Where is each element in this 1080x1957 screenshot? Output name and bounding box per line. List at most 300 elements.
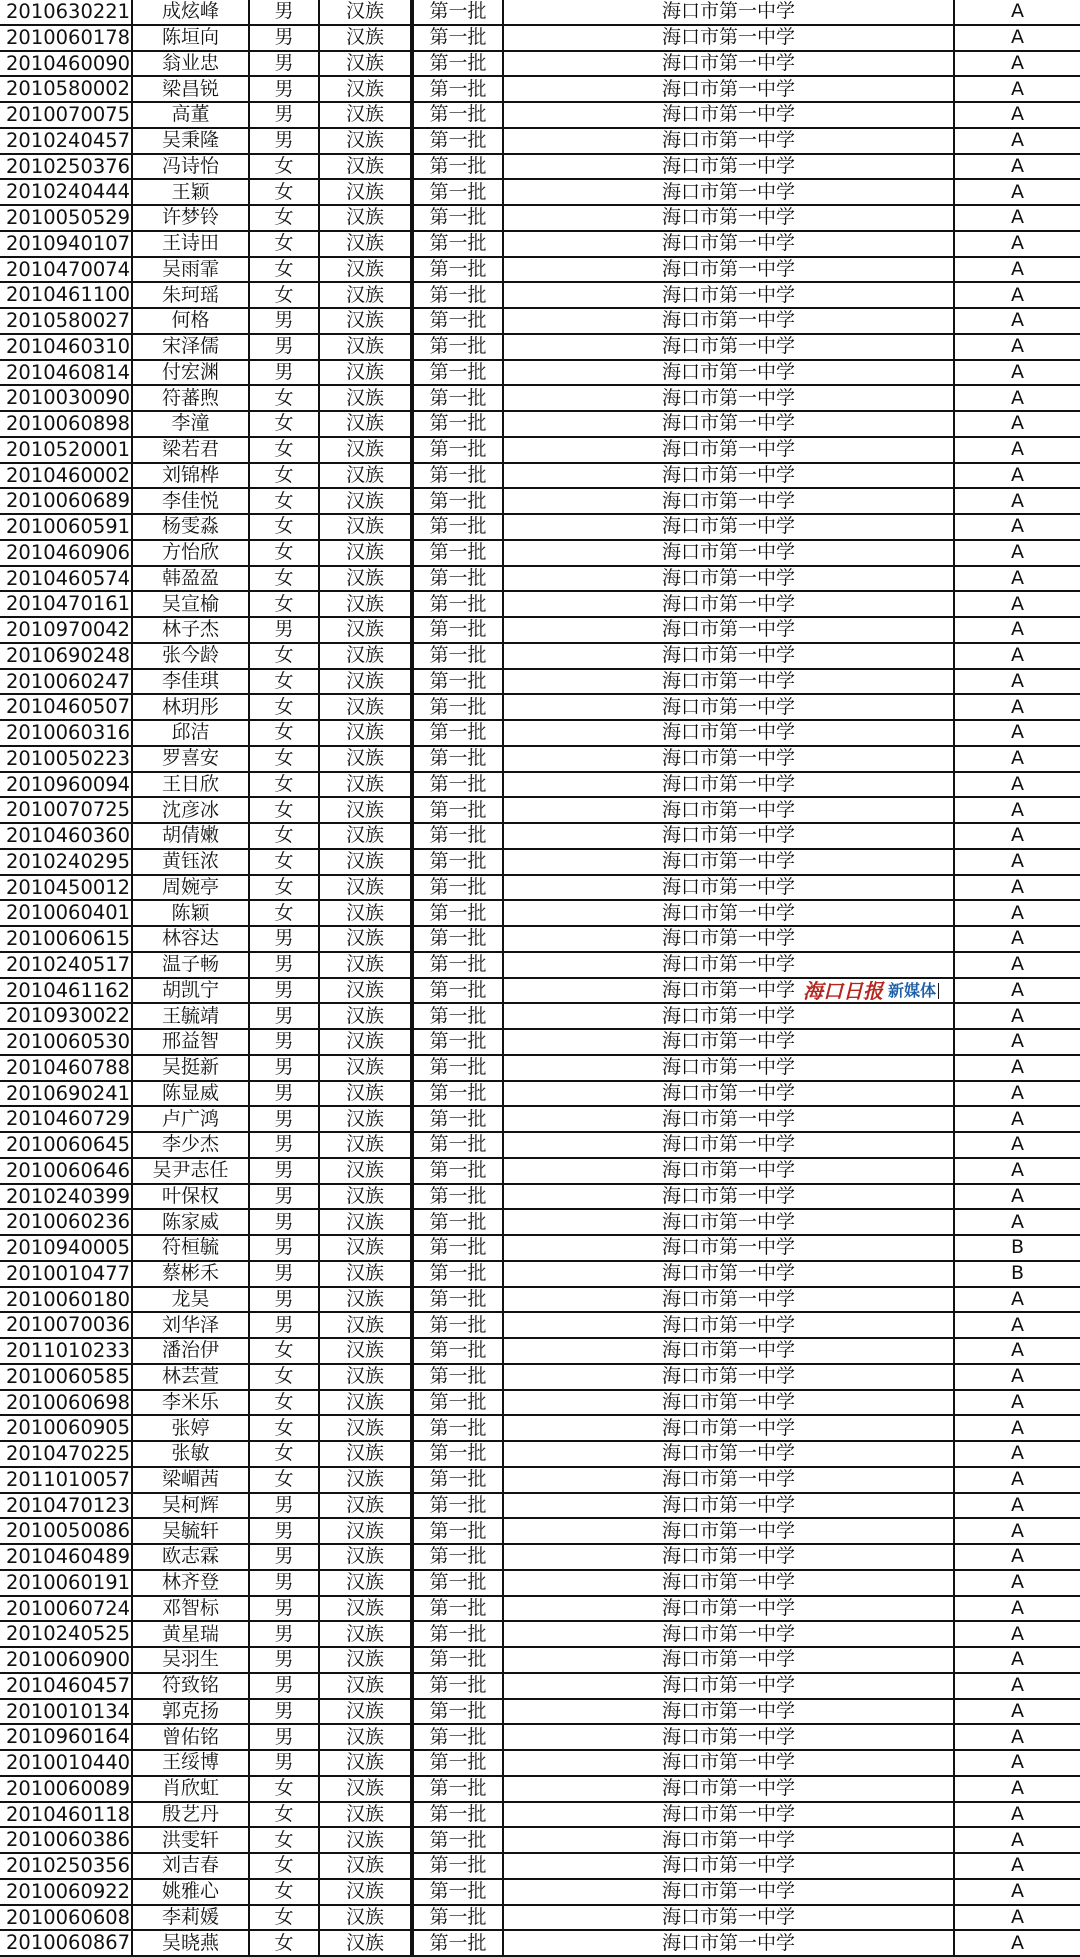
cell-grade: A [1011,1802,1024,1825]
cell-ethnicity: 汉族 [320,0,412,24]
table-row [0,1854,1080,1880]
cell-id: 2010461100 [0,283,133,307]
cell-ethnicity: 汉族 [320,1262,412,1286]
cell-school: 海口市第一中学 [504,541,955,565]
cell-grade: A [1011,1880,1024,1903]
cell-id: 2010690248 [0,644,133,668]
cell-name: 翁业忠 [133,52,250,76]
cell-ethnicity: 汉族 [320,1725,412,1749]
cell-ethnicity: 汉族 [320,618,412,642]
cell-batch: 第一批 [412,361,504,385]
table-row [0,155,1080,181]
cell-ethnicity: 汉族 [320,1365,412,1389]
cell-batch: 第一批 [412,1236,504,1260]
cell-ethnicity: 汉族 [320,567,412,591]
cell-name: 洪雯轩 [133,1828,250,1852]
cell-id: 2010460814 [0,361,133,385]
cell-name: 杨雯淼 [133,515,250,539]
table-row [0,206,1080,232]
cell-ethnicity: 汉族 [320,180,412,204]
table-row [0,695,1080,721]
cell-gender: 女 [250,1416,320,1440]
cell-gender: 男 [250,103,320,127]
cell-grade: A [1011,1905,1024,1928]
cell-grade: A [1011,283,1024,306]
cell-school: 海口市第一中学 [504,1622,955,1646]
table-row [0,876,1080,902]
cell-id: 2010060689 [0,489,133,513]
cell-id: 2011010233 [0,1339,133,1363]
table-row [0,0,1080,26]
cell-gender: 女 [250,695,320,719]
cell-grade: A [1011,1004,1024,1027]
table-row [0,1777,1080,1803]
table-row [0,618,1080,644]
cell-ethnicity: 汉族 [320,1828,412,1852]
table-row [0,1133,1080,1159]
cell-id: 2010470161 [0,592,133,616]
cell-name: 李莉媛 [133,1906,250,1930]
cell-batch: 第一批 [412,1597,504,1621]
cell-batch: 第一批 [412,1674,504,1698]
cell-name: 温子畅 [133,953,250,977]
cell-school: 海口市第一中学 [504,77,955,101]
cell-gender: 男 [250,1674,320,1698]
table-row [0,386,1080,412]
cell-grade: A [1011,129,1024,152]
cell-school: 海口市第一中学 [504,773,955,797]
cell-gender: 男 [250,1597,320,1621]
cell-id: 2010461162 [0,979,133,1003]
cell-ethnicity: 汉族 [320,489,412,513]
table-row [0,180,1080,206]
cell-school: 海口市第一中学 [504,438,955,462]
cell-ethnicity: 汉族 [320,1803,412,1827]
cell-school: 海口市第一中学 [504,953,955,977]
cell-ethnicity: 汉族 [320,721,412,745]
cell-batch: 第一批 [412,515,504,539]
cell-id: 2010060316 [0,721,133,745]
table-row [0,592,1080,618]
cell-gender: 男 [250,953,320,977]
table-row [0,1236,1080,1262]
cell-grade: A [1011,1493,1024,1516]
cell-name: 陈颖 [133,901,250,925]
cell-id: 2010240295 [0,850,133,874]
cell-batch: 第一批 [412,541,504,565]
table-row [0,721,1080,747]
cell-name: 冯诗怡 [133,155,250,179]
cell-school: 海口市第一中学 [504,1828,955,1852]
cell-school: 海口市第一中学 [504,309,955,333]
cell-id: 2010240457 [0,129,133,153]
cell-id: 2010060900 [0,1648,133,1672]
cell-gender: 女 [250,876,320,900]
cell-grade: A [1011,875,1024,898]
cell-gender: 女 [250,489,320,513]
cell-grade: A [1011,1725,1024,1748]
cell-name: 梁若君 [133,438,250,462]
cell-grade: A [1011,1107,1024,1130]
cell-ethnicity: 汉族 [320,232,412,256]
cell-gender: 女 [250,1854,320,1878]
cell-school: 海口市第一中学 [504,592,955,616]
cell-id: 2010060247 [0,670,133,694]
watermark [803,980,939,1002]
cell-ethnicity: 汉族 [320,1288,412,1312]
cell-id: 2010070075 [0,103,133,127]
cell-gender: 女 [250,773,320,797]
cell-grade: A [1011,592,1024,615]
cell-ethnicity: 汉族 [320,1107,412,1131]
cell-batch: 第一批 [412,1751,504,1775]
cell-grade: A [1011,695,1024,718]
cell-school: 海口市第一中学 [504,1004,955,1028]
cell-name: 卢广鸿 [133,1107,250,1131]
cell-grade: A [1011,463,1024,486]
cell-batch: 第一批 [412,695,504,719]
cell-batch: 第一批 [412,283,504,307]
cell-ethnicity: 汉族 [320,361,412,385]
cell-batch: 第一批 [412,1365,504,1389]
cell-name: 符桓毓 [133,1236,250,1260]
watermark-text: 新媒体 [888,983,939,999]
cell-name: 李佳琪 [133,670,250,694]
cell-name: 何格 [133,309,250,333]
cell-grade: A [1011,154,1024,177]
cell-school: 海口市第一中学 [504,876,955,900]
cell-gender: 女 [250,180,320,204]
table-row [0,773,1080,799]
cell-batch: 第一批 [412,1725,504,1749]
table-row [0,335,1080,361]
cell-grade: A [1011,1442,1024,1465]
cell-id: 2010060646 [0,1159,133,1183]
cell-gender: 女 [250,155,320,179]
cell-batch: 第一批 [412,1288,504,1312]
cell-ethnicity: 汉族 [320,386,412,410]
cell-id: 2010060191 [0,1571,133,1595]
cell-gender: 男 [250,0,320,24]
cell-ethnicity: 汉族 [320,1622,412,1646]
cell-ethnicity: 汉族 [320,1906,412,1930]
cell-ethnicity: 汉族 [320,824,412,848]
cell-ethnicity: 汉族 [320,1416,412,1440]
cell-id: 2010030090 [0,386,133,410]
cell-name: 肖欣虹 [133,1777,250,1801]
cell-gender: 男 [250,1107,320,1131]
cell-grade: A [1011,360,1024,383]
table-row [0,412,1080,438]
cell-name: 邓智标 [133,1597,250,1621]
table-row [0,1494,1080,1520]
cell-gender: 女 [250,1828,320,1852]
cell-id: 2010050529 [0,206,133,230]
cell-grade: A [1011,1777,1024,1800]
cell-gender: 男 [250,129,320,153]
cell-batch: 第一批 [412,1622,504,1646]
cell-batch: 第一批 [412,1519,504,1543]
table-row [0,1622,1080,1648]
cell-name: 李米乐 [133,1391,250,1415]
table-row [0,1803,1080,1829]
cell-id: 2010060180 [0,1288,133,1312]
cell-ethnicity: 汉族 [320,309,412,333]
table-row [0,1416,1080,1442]
cell-ethnicity: 汉族 [320,77,412,101]
cell-name: 梁嵋茜 [133,1468,250,1492]
cell-school: 海口市第一中学 [504,901,955,925]
cell-grade: A [1011,1390,1024,1413]
cell-batch: 第一批 [412,876,504,900]
cell-gender: 女 [250,1339,320,1363]
cell-batch: 第一批 [412,438,504,462]
cell-batch: 第一批 [412,386,504,410]
cell-batch: 第一批 [412,1571,504,1595]
cell-gender: 女 [250,412,320,436]
cell-grade: A [1011,1571,1024,1594]
cell-batch: 第一批 [412,1339,504,1363]
cell-name: 刘锦桦 [133,464,250,488]
table-row [0,1004,1080,1030]
cell-school: 海口市第一中学 [504,695,955,719]
cell-batch: 第一批 [412,1777,504,1801]
cell-gender: 女 [250,258,320,282]
cell-name: 吴挺新 [133,1056,250,1080]
cell-id: 2010460788 [0,1056,133,1080]
cell-ethnicity: 汉族 [320,1931,412,1955]
cell-ethnicity: 汉族 [320,1777,412,1801]
cell-grade: A [1011,438,1024,461]
cell-school: 海口市第一中学 [504,1648,955,1672]
table-row [0,1725,1080,1751]
cell-batch: 第一批 [412,1056,504,1080]
cell-id: 2010460574 [0,567,133,591]
cell-gender: 女 [250,1442,320,1466]
cell-school: 海口市第一中学 [504,670,955,694]
cell-school: 海口市第一中学 [504,1391,955,1415]
cell-grade: A [1011,103,1024,126]
watermark-logo: 海口日报 [803,979,883,1003]
cell-ethnicity: 汉族 [320,1700,412,1724]
cell-school: 海口市第一中学 [504,1674,955,1698]
cell-batch: 第一批 [412,1107,504,1131]
table-row [0,567,1080,593]
cell-name: 符蕃煦 [133,386,250,410]
cell-name: 沈彦冰 [133,798,250,822]
cell-batch: 第一批 [412,1468,504,1492]
cell-grade: A [1011,26,1024,49]
cell-id: 2010460310 [0,335,133,359]
table-row [0,283,1080,309]
cell-grade: A [1011,772,1024,795]
cell-school: 海口市第一中学 [504,335,955,359]
cell-id: 2010060386 [0,1828,133,1852]
cell-id: 2010970042 [0,618,133,642]
cell-batch: 第一批 [412,1545,504,1569]
cell-batch: 第一批 [412,1880,504,1904]
cell-name: 张今龄 [133,644,250,668]
cell-batch: 第一批 [412,850,504,874]
cell-batch: 第一批 [412,901,504,925]
cell-id: 2010460489 [0,1545,133,1569]
cell-id: 2010050223 [0,747,133,771]
cell-batch: 第一批 [412,953,504,977]
cell-id: 2010060401 [0,901,133,925]
cell-gender: 女 [250,798,320,822]
cell-name: 胡倩嫩 [133,824,250,848]
cell-ethnicity: 汉族 [320,798,412,822]
cell-batch: 第一批 [412,747,504,771]
cell-gender: 男 [250,1159,320,1183]
cell-id: 2010450012 [0,876,133,900]
cell-grade: A [1011,1596,1024,1619]
cell-name: 李佳悦 [133,489,250,513]
table-row [0,670,1080,696]
table-row [0,953,1080,979]
cell-name: 王诗田 [133,232,250,256]
cell-name: 符致铭 [133,1674,250,1698]
cell-ethnicity: 汉族 [320,592,412,616]
cell-ethnicity: 汉族 [320,1082,412,1106]
cell-ethnicity: 汉族 [320,206,412,230]
cell-school: 海口市第一中学 [504,1133,955,1157]
cell-name: 李潼 [133,412,250,436]
cell-grade: A [1011,669,1024,692]
cell-name: 高董 [133,103,250,127]
cell-ethnicity: 汉族 [320,927,412,951]
cell-id: 2010060591 [0,515,133,539]
cell-name: 方怡欣 [133,541,250,565]
table-row [0,1931,1080,1957]
cell-name: 吴尹志任 [133,1159,250,1183]
table-row [0,52,1080,78]
cell-name: 林齐登 [133,1571,250,1595]
cell-gender: 男 [250,1056,320,1080]
cell-name: 姚雅心 [133,1880,250,1904]
cell-name: 陈家威 [133,1210,250,1234]
cell-gender: 男 [250,1262,320,1286]
cell-gender: 女 [250,438,320,462]
cell-id: 2010460002 [0,464,133,488]
cell-name: 邢益智 [133,1030,250,1054]
cell-batch: 第一批 [412,721,504,745]
cell-name: 陈显威 [133,1082,250,1106]
table-row [0,1571,1080,1597]
table-row [0,1210,1080,1236]
cell-batch: 第一批 [412,1442,504,1466]
cell-batch: 第一批 [412,103,504,127]
cell-name: 林子杰 [133,618,250,642]
cell-gender: 女 [250,541,320,565]
cell-school: 海口市第一中学 [504,979,955,1003]
cell-school: 海口市第一中学 [504,0,955,24]
cell-school: 海口市第一中学 [504,412,955,436]
cell-ethnicity: 汉族 [320,1751,412,1775]
cell-name: 张婷 [133,1416,250,1440]
cell-grade: A [1011,1622,1024,1645]
cell-grade: A [1011,1828,1024,1851]
cell-grade: A [1011,618,1024,641]
table-row [0,1056,1080,1082]
cell-gender: 女 [250,464,320,488]
cell-batch: 第一批 [412,1030,504,1054]
table-row [0,1339,1080,1365]
table-row [0,103,1080,129]
cell-ethnicity: 汉族 [320,1519,412,1543]
cell-grade: A [1011,1751,1024,1774]
cell-name: 宋泽儒 [133,335,250,359]
cell-ethnicity: 汉族 [320,901,412,925]
cell-gender: 男 [250,335,320,359]
cell-name: 潘治伊 [133,1339,250,1363]
cell-school: 海口市第一中学 [504,1236,955,1260]
cell-grade: A [1011,721,1024,744]
table-row [0,1082,1080,1108]
cell-gender: 女 [250,901,320,925]
cell-gender: 男 [250,1004,320,1028]
cell-grade: A [1011,386,1024,409]
table-row [0,361,1080,387]
cell-batch: 第一批 [412,412,504,436]
cell-batch: 第一批 [412,464,504,488]
cell-gender: 女 [250,1777,320,1801]
cell-school: 海口市第一中学 [504,1700,955,1724]
cell-school: 海口市第一中学 [504,1159,955,1183]
cell-batch: 第一批 [412,1159,504,1183]
cell-grade: A [1011,1545,1024,1568]
table-row [0,850,1080,876]
cell-name: 周婉亭 [133,876,250,900]
cell-batch: 第一批 [412,824,504,848]
table-row [0,1545,1080,1571]
cell-batch: 第一批 [412,927,504,951]
cell-batch: 第一批 [412,489,504,513]
table-row [0,1365,1080,1391]
cell-ethnicity: 汉族 [320,1056,412,1080]
cell-gender: 女 [250,670,320,694]
cell-id: 2010070036 [0,1313,133,1337]
cell-school: 海口市第一中学 [504,1906,955,1930]
cell-batch: 第一批 [412,567,504,591]
cell-ethnicity: 汉族 [320,155,412,179]
cell-ethnicity: 汉族 [320,1133,412,1157]
cell-name: 吴秉隆 [133,129,250,153]
cell-grade: A [1011,1648,1024,1671]
cell-batch: 第一批 [412,129,504,153]
cell-ethnicity: 汉族 [320,335,412,359]
cell-grade: A [1011,1159,1024,1182]
cell-grade: A [1011,489,1024,512]
cell-school: 海口市第一中学 [504,927,955,951]
cell-school: 海口市第一中学 [504,1262,955,1286]
cell-id: 2010240517 [0,953,133,977]
cell-batch: 第一批 [412,258,504,282]
table-row [0,1030,1080,1056]
cell-name: 许梦铃 [133,206,250,230]
cell-id: 2010060615 [0,927,133,951]
cell-id: 2010010477 [0,1262,133,1286]
cell-grade: A [1011,1468,1024,1491]
cell-grade: A [1011,1210,1024,1233]
cell-batch: 第一批 [412,618,504,642]
cell-name: 王日欣 [133,773,250,797]
cell-batch: 第一批 [412,309,504,333]
table-row [0,798,1080,824]
cell-id: 2011010057 [0,1468,133,1492]
cell-id: 2010520001 [0,438,133,462]
cell-ethnicity: 汉族 [320,541,412,565]
